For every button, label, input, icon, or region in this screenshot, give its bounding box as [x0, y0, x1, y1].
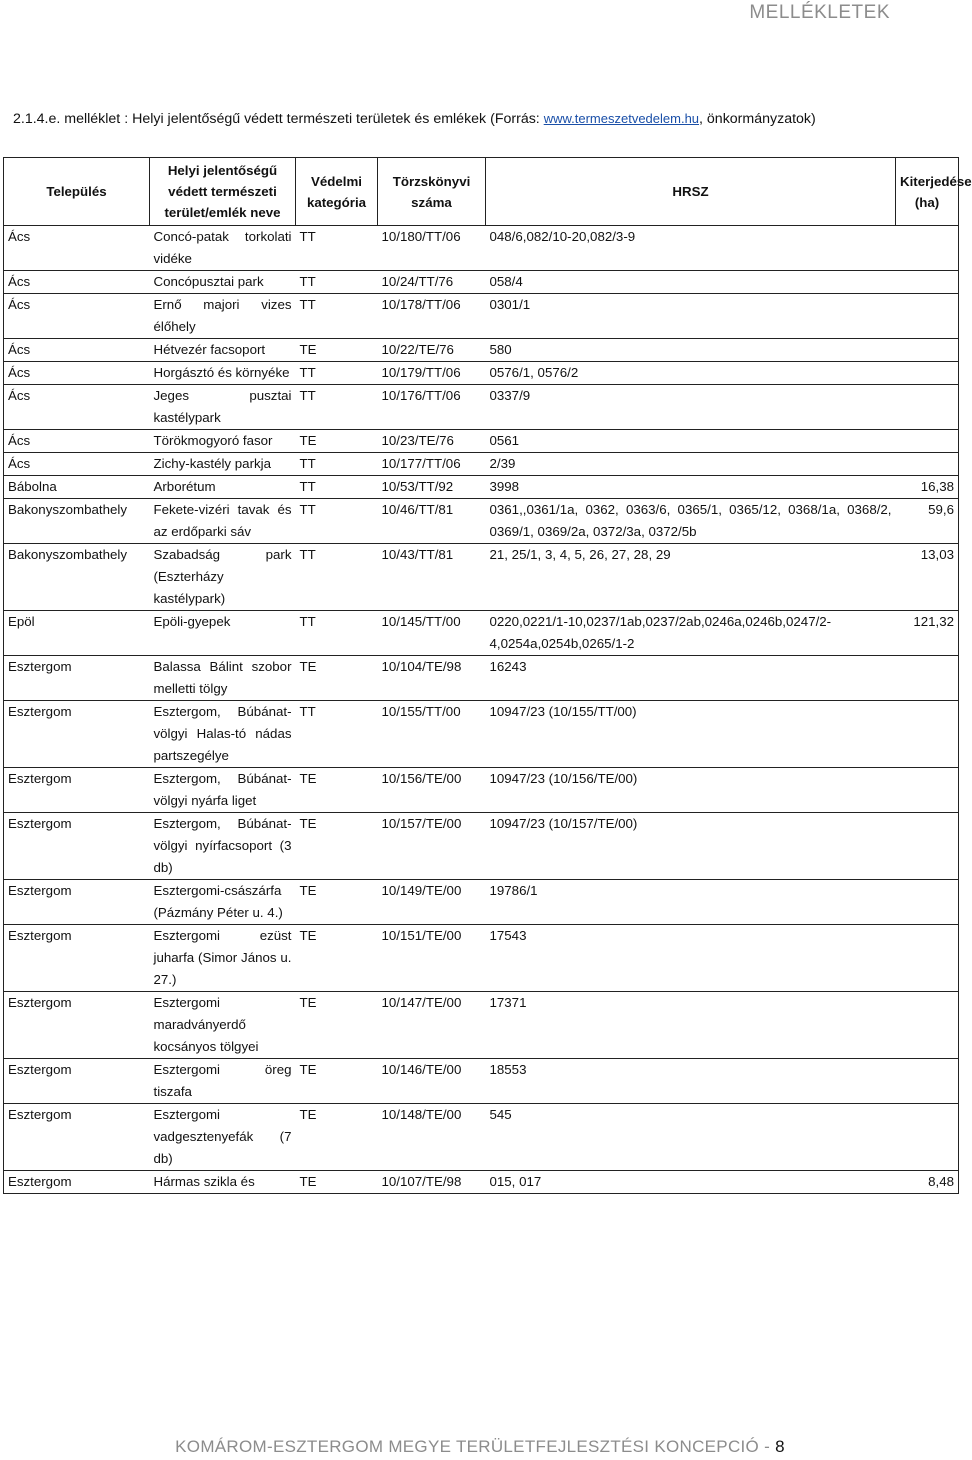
running-footer [0, 1437, 960, 1457]
register-number-cell: 10/23/TE/76 [381, 433, 454, 448]
site-name-cell: Esztergom, Búbánat-völgyi Halas-tó nádas partszegélye [153, 704, 292, 763]
table-row [4, 499, 959, 544]
register-number-cell: 10/178/TT/06 [381, 297, 461, 312]
page-number: 8 [775, 1437, 785, 1456]
settlement-cell: Esztergom [4, 992, 150, 1059]
parcel-cell: 18553 [489, 1062, 527, 1077]
settlement-cell: Esztergom [4, 1104, 150, 1171]
table-row [4, 544, 959, 611]
site-name-cell: Szabadság park (Eszterházy kastélypark) [153, 547, 292, 606]
header-protection-category: Védelmi kategória [296, 158, 378, 226]
table-row [4, 476, 959, 499]
parcel-cell: 0361,,0361/1a, 0362, 0363/6, 0365/1, 0365/12, 0368/1a, 0368/2, 0369/1, 0369/2a, 0372/3a, 0372/5b [489, 502, 892, 539]
category-cell: TE [299, 883, 317, 898]
parcel-cell: 17543 [489, 928, 527, 943]
register-number-cell: 10/176/TT/06 [381, 388, 461, 403]
parcel-cell: 16243 [489, 659, 527, 674]
settlement-cell: Ács [4, 385, 150, 430]
area-cell: 121,32 [896, 611, 959, 656]
category-cell: TE [299, 1107, 317, 1122]
register-number-cell: 10/148/TE/00 [381, 1107, 462, 1122]
parcel-cell: 580 [489, 342, 512, 357]
table-row [4, 701, 959, 768]
table-row [4, 1104, 959, 1171]
category-cell: TT [299, 502, 316, 517]
parcel-cell: 0561 [489, 433, 520, 448]
table-row [4, 362, 959, 385]
register-number-cell: 10/24/TT/76 [381, 274, 454, 289]
table-row [4, 992, 959, 1059]
protected-areas-table [3, 157, 972, 1194]
area-cell [896, 1104, 959, 1171]
parcel-cell: 2/39 [489, 456, 516, 471]
table-row [4, 656, 959, 701]
settlement-cell: Esztergom [4, 880, 150, 925]
site-name-cell: Hármas szikla és [153, 1174, 255, 1189]
parcel-cell: 0576/1, 0576/2 [489, 365, 579, 380]
settlement-cell: Ács [4, 294, 150, 339]
register-number-cell: 10/46/TT/81 [381, 502, 454, 517]
area-cell [896, 430, 959, 453]
source-link[interactable]: www.termeszetvedelem.hu [543, 111, 700, 126]
table-row [4, 1059, 959, 1104]
site-name-cell: Esztergomi ezüst juharfa (Simor János u. 27.) [153, 928, 292, 987]
settlement-cell: Ács [4, 271, 150, 294]
header-settlement: Település [4, 158, 150, 226]
area-cell: 8,48 [896, 1171, 959, 1194]
parcel-cell: 10947/23 (10/156/TE/00) [489, 771, 638, 786]
site-name-cell: Zichy-kastély parkja [153, 456, 271, 471]
area-cell [896, 925, 959, 992]
area-cell [896, 813, 959, 880]
site-name-cell: Epöli-gyepek [153, 614, 231, 629]
parcel-cell: 015, 017 [489, 1174, 542, 1189]
parcel-cell: 0301/1 [489, 297, 531, 312]
area-cell [896, 362, 959, 385]
table-row [4, 880, 959, 925]
settlement-cell: Bakonyszombathely [4, 499, 150, 544]
parcel-cell: 10947/23 (10/157/TE/00) [489, 816, 638, 831]
site-name-cell: Esztergomi maradványerdő kocsányos tölgyei [153, 995, 259, 1054]
site-name-cell: Törökmogyoró fasor [153, 433, 273, 448]
table-row [4, 813, 959, 880]
settlement-cell: Ács [4, 362, 150, 385]
table-header-row [4, 158, 959, 226]
caption-text-end: , önkormányzatok) [699, 111, 816, 127]
settlement-cell: Ács [4, 453, 150, 476]
site-name-cell: Hétvezér facsoport [153, 342, 266, 357]
parcel-cell: 17371 [489, 995, 527, 1010]
settlement-cell: Esztergom [4, 925, 150, 992]
site-name-cell: Concó-patak torkolati vidéke [153, 229, 292, 266]
table-caption [13, 108, 948, 130]
table-row [4, 226, 959, 271]
settlement-cell: Ács [4, 226, 150, 271]
register-number-cell: 10/145/TT/00 [381, 614, 461, 629]
category-cell: TE [299, 342, 317, 357]
category-cell: TT [299, 456, 316, 471]
table-row [4, 294, 959, 339]
parcel-cell: 545 [489, 1107, 512, 1122]
site-name-cell: Concópusztai park [153, 274, 264, 289]
site-name-cell: Arborétum [153, 479, 216, 494]
settlement-cell: Bábolna [4, 476, 150, 499]
parcel-cell: 21, 25/1, 3, 4, 5, 26, 27, 28, 29 [489, 547, 671, 562]
category-cell: TT [299, 297, 316, 312]
settlement-cell: Ács [4, 430, 150, 453]
register-number-cell: 10/104/TE/98 [381, 659, 462, 674]
settlement-cell: Esztergom [4, 656, 150, 701]
area-cell [896, 656, 959, 701]
table-row [4, 339, 959, 362]
category-cell: TE [299, 928, 317, 943]
area-cell [896, 271, 959, 294]
register-number-cell: 10/157/TE/00 [381, 816, 462, 831]
table-row [4, 453, 959, 476]
area-cell: 16,38 [896, 476, 959, 499]
table-row [4, 385, 959, 430]
area-cell [896, 880, 959, 925]
settlement-cell: Epöl [4, 611, 150, 656]
site-name-cell: Fekete-vizéri tavak és az erdőparki sáv [153, 502, 292, 539]
area-cell: 13,03 [896, 544, 959, 611]
register-number-cell: 10/149/TE/00 [381, 883, 462, 898]
parcel-cell: 10947/23 (10/155/TT/00) [489, 704, 637, 719]
parcel-cell: 19786/1 [489, 883, 538, 898]
area-cell [896, 992, 959, 1059]
header-parcel-number: HRSZ [486, 158, 896, 226]
site-name-cell: Esztergomi vadgesztenyefák (7 db) [153, 1107, 292, 1166]
category-cell: TT [299, 274, 316, 289]
category-cell: TT [299, 479, 316, 494]
settlement-cell: Bakonyszombathely [4, 544, 150, 611]
table-row [4, 1171, 959, 1194]
site-name-cell: Ernő majori vizes élőhely [153, 297, 292, 334]
register-number-cell: 10/151/TE/00 [381, 928, 462, 943]
settlement-cell: Esztergom [4, 1059, 150, 1104]
register-number-cell: 10/146/TE/00 [381, 1062, 462, 1077]
area-cell [896, 385, 959, 430]
table-row [4, 271, 959, 294]
table-row [4, 611, 959, 656]
category-cell: TT [299, 365, 316, 380]
parcel-cell: 0220,0221/1-10,0237/1ab,0237/2ab,0246a,0246b,0247/2-4,0254a,0254b,0265/1-2 [489, 614, 832, 651]
footer-title: KOMÁROM-ESZTERGOM MEGYE TERÜLETFEJLESZTÉSI KONCEPCIÓ - [175, 1437, 776, 1456]
table-row [4, 925, 959, 992]
header-area: Kiterjedése (ha) [896, 158, 959, 226]
table-body [4, 226, 959, 1194]
caption-text: 2.1.4.e. melléklet : Helyi jelentőségű védett természeti területek és emlékek (Forrás: [13, 111, 544, 127]
category-cell: TE [299, 1062, 317, 1077]
register-number-cell: 10/22/TE/76 [381, 342, 454, 357]
area-cell [896, 339, 959, 362]
category-cell: TE [299, 771, 317, 786]
register-number-cell: 10/43/TT/81 [381, 547, 454, 562]
category-cell: TE [299, 995, 317, 1010]
table-row [4, 430, 959, 453]
area-cell [896, 1059, 959, 1104]
header-register-number: Törzskönyvi száma [378, 158, 486, 226]
register-number-cell: 10/147/TE/00 [381, 995, 462, 1010]
area-cell: 59,6 [896, 499, 959, 544]
site-name-cell: Jeges pusztai kastélypark [153, 388, 292, 425]
area-cell [896, 768, 959, 813]
running-header: MELLÉKLETEK [749, 2, 890, 23]
area-cell [896, 701, 959, 768]
category-cell: TT [299, 229, 316, 244]
parcel-cell: 058/4 [489, 274, 523, 289]
category-cell: TT [299, 614, 316, 629]
area-cell [896, 226, 959, 271]
category-cell: TE [299, 433, 317, 448]
table-row [4, 768, 959, 813]
site-name-cell: Esztergomi öreg tiszafa [153, 1062, 292, 1099]
area-cell [896, 453, 959, 476]
category-cell: TT [299, 547, 316, 562]
category-cell: TT [299, 388, 316, 403]
settlement-cell: Esztergom [4, 813, 150, 880]
category-cell: TE [299, 1174, 317, 1189]
site-name-cell: Esztergom, Búbánat-völgyi nyárfa liget [153, 771, 292, 808]
site-name-cell: Esztergomi-császárfa (Pázmány Péter u. 4.) [153, 883, 283, 920]
settlement-cell: Ács [4, 339, 150, 362]
area-cell [896, 294, 959, 339]
parcel-cell: 048/6,082/10-20,082/3-9 [489, 229, 636, 244]
register-number-cell: 10/107/TE/98 [381, 1174, 462, 1189]
site-name-cell: Esztergom, Búbánat-völgyi nyírfacsoport (3 db) [153, 816, 292, 875]
register-number-cell: 10/177/TT/06 [381, 456, 461, 471]
settlement-cell: Esztergom [4, 768, 150, 813]
register-number-cell: 10/180/TT/06 [381, 229, 461, 244]
site-name-cell: Horgásztó és környéke [153, 365, 290, 380]
parcel-cell: 3998 [489, 479, 520, 494]
register-number-cell: 10/179/TT/06 [381, 365, 461, 380]
settlement-cell: Esztergom [4, 1171, 150, 1194]
register-number-cell: 10/156/TE/00 [381, 771, 462, 786]
category-cell: TT [299, 704, 316, 719]
category-cell: TE [299, 659, 317, 674]
site-name-cell: Balassa Bálint szobor melletti tölgy [153, 659, 292, 696]
category-cell: TE [299, 816, 317, 831]
register-number-cell: 10/53/TT/92 [381, 479, 454, 494]
register-number-cell: 10/155/TT/00 [381, 704, 461, 719]
parcel-cell: 0337/9 [489, 388, 531, 403]
header-site-name: Helyi jelentőségű védett természeti terület/emlék neve [150, 158, 296, 226]
settlement-cell: Esztergom [4, 701, 150, 768]
